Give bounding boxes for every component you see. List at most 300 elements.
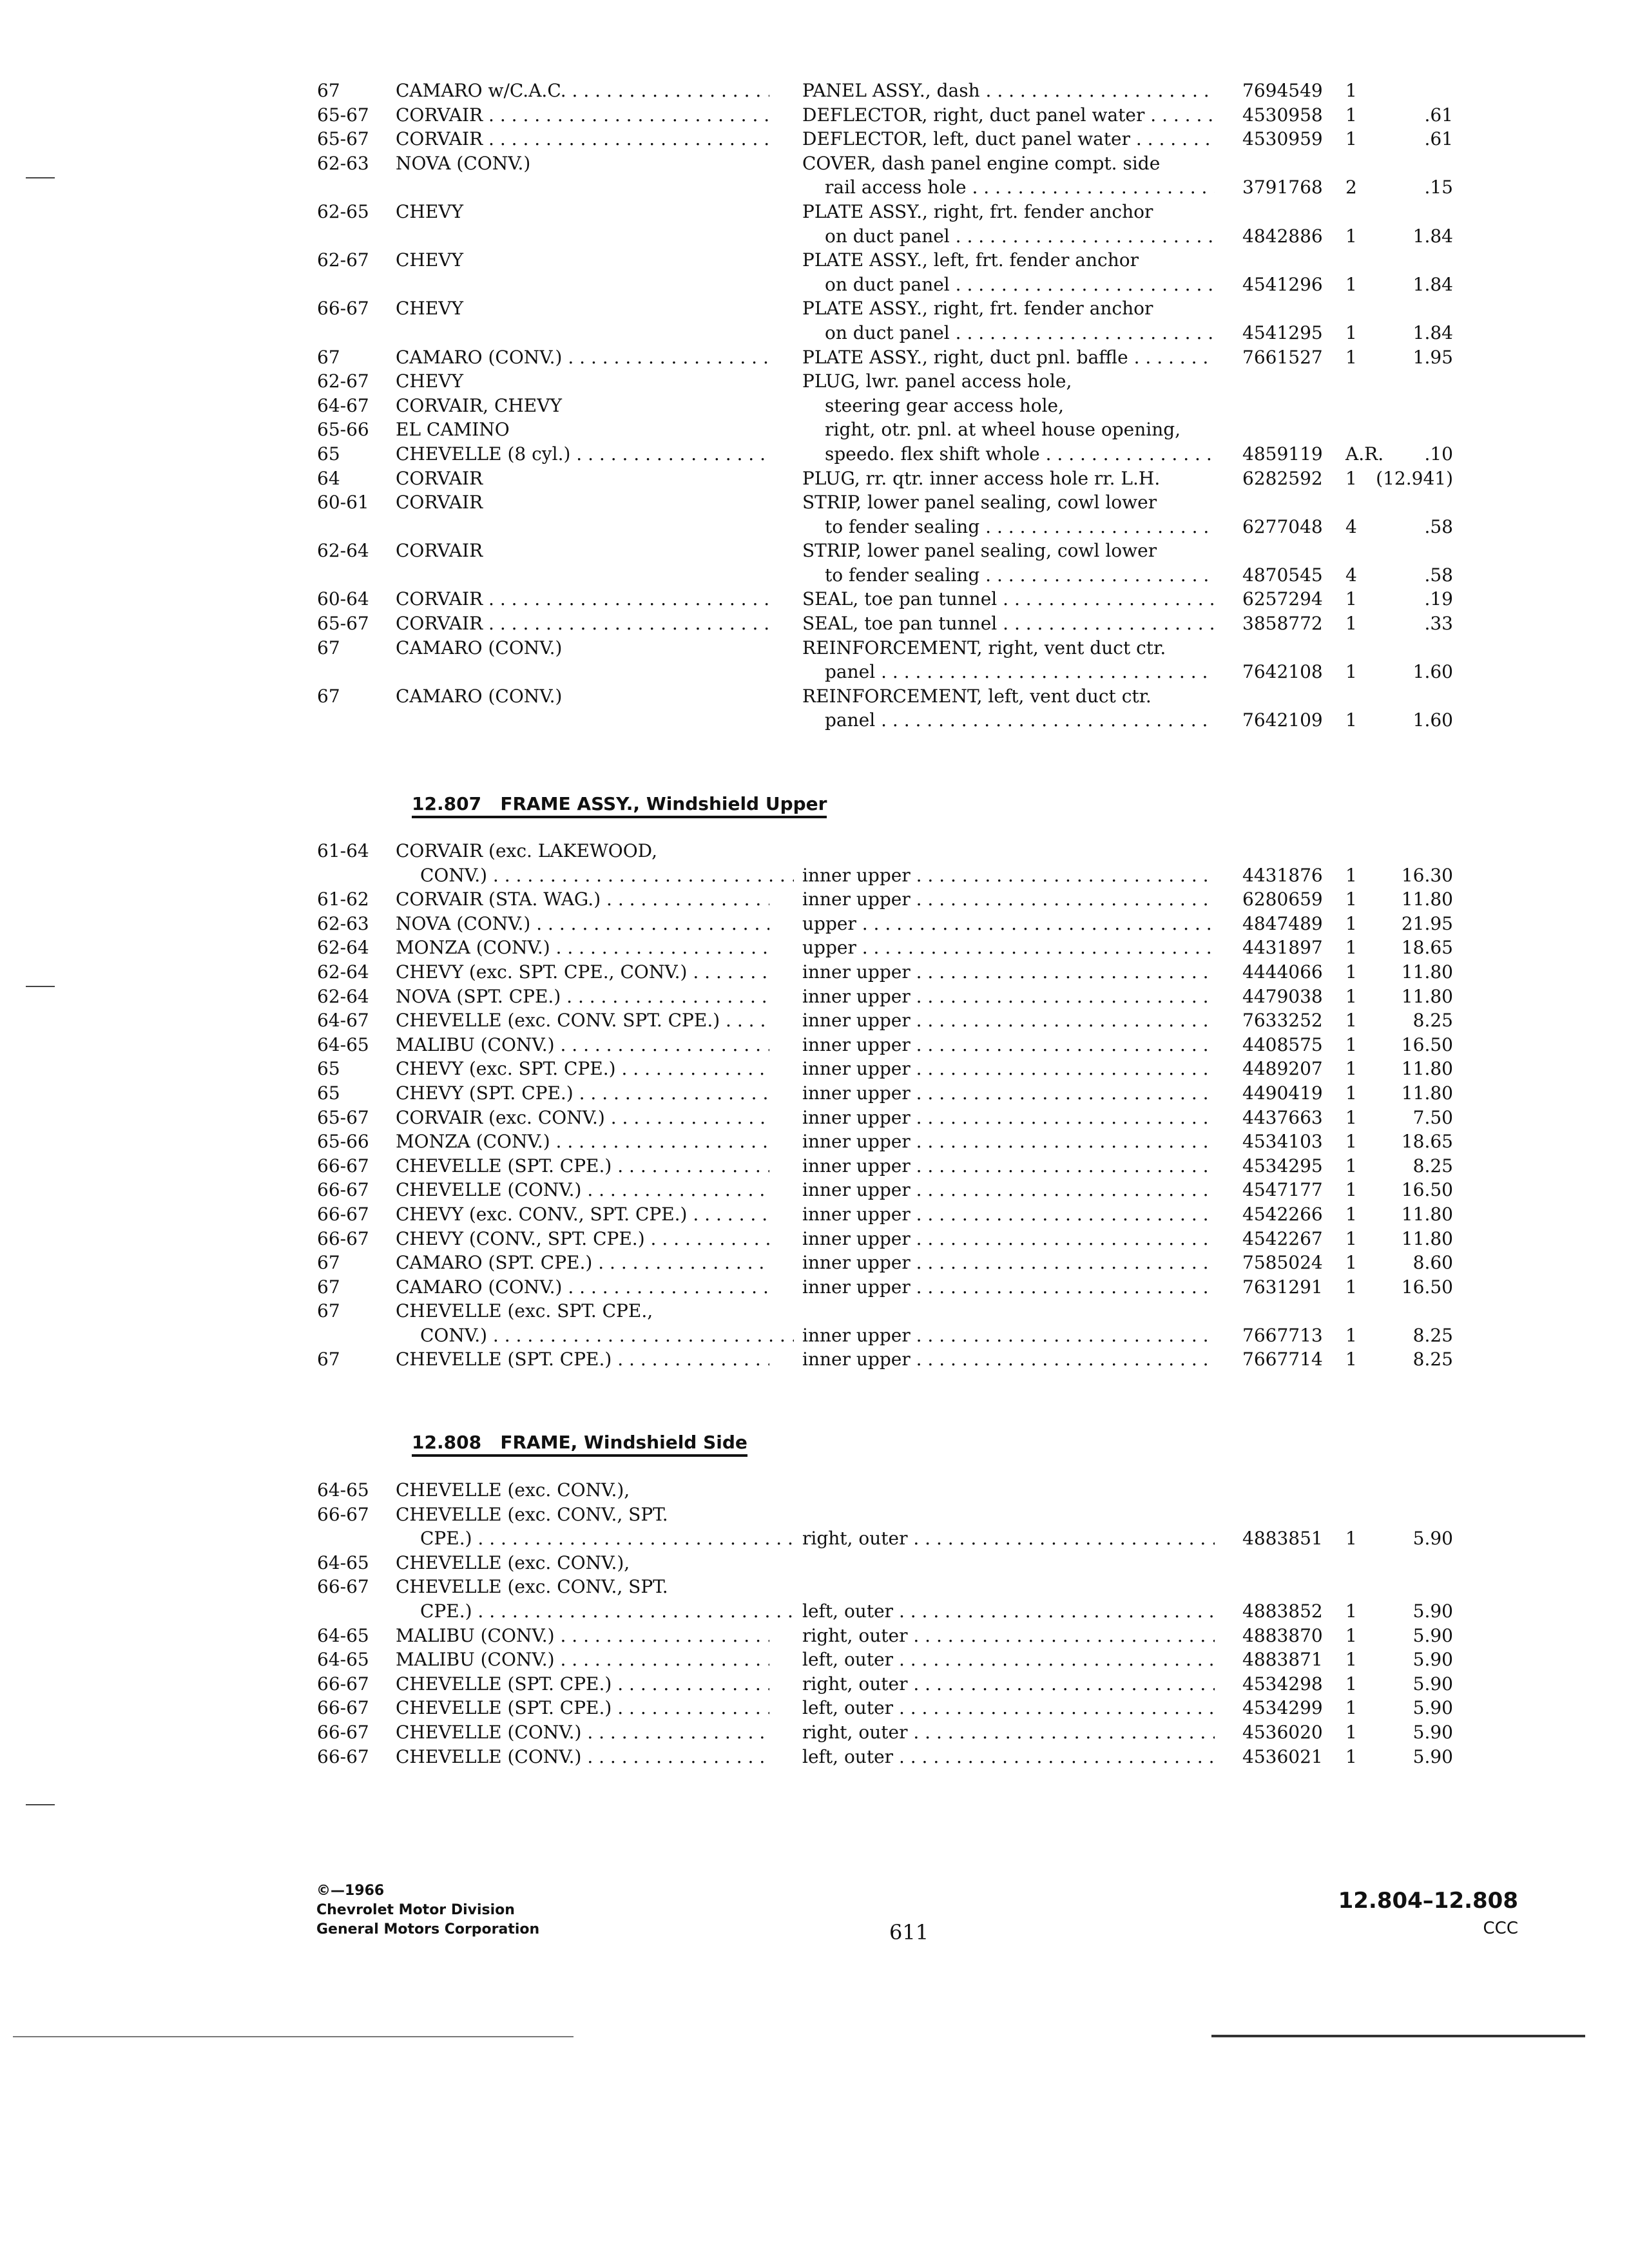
- model-name: CHEVELLE (8 cyl.) . . .: [396, 442, 769, 466]
- table-row: [0, 1526, 1629, 1551]
- model-years: 66-67: [317, 1745, 369, 1767]
- part-number: 4431897: [1242, 937, 1323, 959]
- quantity: 1: [1345, 128, 1357, 150]
- table-row: [0, 660, 1629, 684]
- table-row: [0, 1347, 1629, 1372]
- price: 8.25: [1412, 1155, 1453, 1177]
- part-number: 4437663: [1242, 1106, 1323, 1128]
- part-number: 4870545: [1242, 564, 1323, 586]
- price: 5.90: [1412, 1721, 1453, 1743]
- price: 16.50: [1401, 1179, 1453, 1201]
- part-number: 4883871: [1242, 1649, 1323, 1671]
- part-number: 4408575: [1242, 1033, 1323, 1055]
- table-row: [0, 345, 1629, 370]
- model-name: CHEVY: [396, 249, 463, 271]
- scan-edge-line: [1211, 2035, 1585, 2037]
- model-years: 62-64: [317, 540, 369, 562]
- model-name: CORVAIR, CHEVY: [396, 394, 562, 416]
- model-name: CHEVELLE (exc. CONV. SPT. CPE.) . . .: [396, 1008, 769, 1033]
- model-years: 62-63: [317, 152, 369, 174]
- table-row: [0, 611, 1629, 636]
- model-name: CHEVY (exc. CONV., SPT. CPE.) . . .: [396, 1202, 769, 1227]
- model-years: 64-65: [317, 1624, 369, 1646]
- model-name: CHEVY: [396, 200, 463, 222]
- table-row: [0, 273, 1629, 297]
- model-name: CAMARO (CONV.): [396, 685, 563, 707]
- table-row: [0, 839, 1629, 863]
- quantity: 1: [1345, 1624, 1357, 1646]
- table-row: [0, 200, 1629, 224]
- table-row: [0, 1275, 1629, 1300]
- part-number: 4541295: [1242, 322, 1323, 343]
- part-description: inner upper . . .: [802, 1202, 1215, 1227]
- part-description: right, outer . . .: [802, 1526, 1215, 1551]
- table-row: [0, 127, 1629, 151]
- model-years: 67: [317, 1300, 340, 1322]
- quantity: 1: [1345, 985, 1357, 1007]
- quantity: 1: [1345, 1349, 1357, 1370]
- part-description: REINFORCEMENT, left, vent duct ctr.: [802, 685, 1152, 707]
- model-name: CHEVELLE (exc. CONV.),: [396, 1552, 630, 1573]
- part-description: left, outer . . .: [802, 1599, 1215, 1624]
- price: 1.60: [1412, 661, 1453, 683]
- quantity: 1: [1345, 864, 1357, 886]
- part-description: left, outer . . .: [802, 1696, 1215, 1720]
- part-description: PLATE ASSY., left, frt. fender anchor: [802, 249, 1139, 271]
- table-row: [0, 1599, 1629, 1624]
- model-name: CHEVELLE (exc. CONV., SPT.: [396, 1503, 668, 1525]
- table-row: [0, 912, 1629, 936]
- model-years: 65-67: [317, 104, 369, 126]
- quantity: 1: [1345, 889, 1357, 910]
- table-row: [0, 515, 1629, 539]
- part-description: STRIP, lower panel sealing, cowl lower: [802, 492, 1157, 514]
- quantity: 1: [1345, 1106, 1357, 1128]
- model-years: 67: [317, 685, 340, 707]
- model-years: 66-67: [317, 1203, 369, 1225]
- price: 16.50: [1401, 1033, 1453, 1055]
- quantity: 1: [1345, 1649, 1357, 1671]
- table-row: [0, 1057, 1629, 1081]
- model-years: 65-66: [317, 1131, 369, 1153]
- model-years: 66-67: [317, 1503, 369, 1525]
- model-years: 67: [317, 1349, 340, 1370]
- section-heading-12-807: [412, 793, 827, 818]
- section-title: FRAME ASSY., Windshield Upper: [500, 793, 827, 814]
- part-description: upper . . .: [802, 936, 1215, 960]
- model-years: 64: [317, 467, 340, 489]
- part-number: 3858772: [1242, 613, 1323, 635]
- model-name: CHEVELLE (exc. CONV., SPT.: [396, 1576, 668, 1598]
- model-years: 65: [317, 1082, 340, 1104]
- quantity: 1: [1345, 1082, 1357, 1104]
- part-description: left, outer . . .: [802, 1648, 1215, 1672]
- model-name: CHEVELLE (exc. CONV.),: [396, 1479, 630, 1501]
- section-range: 12.804–12.808: [1338, 1888, 1518, 1914]
- model-years: 62-63: [317, 912, 369, 934]
- quantity: 1: [1345, 1155, 1357, 1177]
- price: 8.25: [1412, 1324, 1453, 1346]
- model-years: 64-65: [317, 1552, 369, 1573]
- price: (12.941): [1376, 467, 1453, 489]
- quantity: 1: [1345, 588, 1357, 610]
- model-years: 64-65: [317, 1479, 369, 1501]
- price: 16.30: [1401, 864, 1453, 886]
- model-name: MALIBU (CONV.) . . .: [396, 1648, 769, 1672]
- model-name: CORVAIR: [396, 540, 483, 562]
- model-name: CORVAIR (exc. CONV.) . . .: [396, 1106, 769, 1130]
- table-row: [0, 418, 1629, 442]
- price: .58: [1424, 515, 1453, 537]
- price: 11.80: [1401, 1203, 1453, 1225]
- part-number: 4842886: [1242, 225, 1323, 247]
- quantity: 1: [1345, 912, 1357, 934]
- part-number: 4542266: [1242, 1203, 1323, 1225]
- part-description: steering gear access hole,: [825, 394, 1065, 416]
- model-name: CHEVELLE (CONV.) . . .: [396, 1745, 769, 1769]
- price: .61: [1424, 104, 1453, 126]
- part-description: right, outer . . .: [802, 1672, 1215, 1696]
- quantity: 1: [1345, 1058, 1357, 1080]
- part-number: 7633252: [1242, 1010, 1323, 1032]
- part-number: 4489207: [1242, 1058, 1323, 1080]
- part-description: rail access hole . . .: [825, 175, 1215, 200]
- model-name: CAMARO (CONV.) . . .: [396, 1275, 769, 1300]
- price: 8.25: [1412, 1010, 1453, 1032]
- table-row: [0, 587, 1629, 611]
- catalog-code: CCC: [1483, 1919, 1518, 1938]
- quantity: 2: [1345, 177, 1357, 198]
- table-row: [0, 1202, 1629, 1227]
- price: 5.90: [1412, 1624, 1453, 1646]
- model-name: CORVAIR . . .: [396, 587, 769, 611]
- model-name: CORVAIR: [396, 467, 483, 489]
- part-description: PLATE ASSY., right, duct pnl. baffle . . .: [802, 345, 1215, 370]
- model-name: MONZA (CONV.) . . .: [396, 1129, 769, 1154]
- part-description: left, outer . . .: [802, 1745, 1215, 1769]
- table-row: [0, 1251, 1629, 1275]
- part-number: 6282592: [1242, 467, 1323, 489]
- model-years: 62-67: [317, 249, 369, 271]
- model-years: 67: [317, 637, 340, 658]
- table-row: [0, 1648, 1629, 1672]
- part-description: PLUG, lwr. panel access hole,: [802, 370, 1072, 392]
- price: 1.95: [1412, 346, 1453, 368]
- price: 11.80: [1401, 889, 1453, 910]
- parts-table-continued: [0, 79, 1629, 733]
- margin-mark: [26, 986, 55, 987]
- table-row: [0, 175, 1629, 200]
- part-number: 4534295: [1242, 1155, 1323, 1177]
- price: 5.90: [1412, 1600, 1453, 1622]
- model-years: 67: [317, 80, 340, 101]
- part-description: inner upper . . .: [802, 1227, 1215, 1251]
- model-years: 64-67: [317, 394, 369, 416]
- part-description: inner upper . . .: [802, 1275, 1215, 1300]
- table-row: [0, 563, 1629, 588]
- model-years: 66-67: [317, 1697, 369, 1719]
- table-row: [0, 369, 1629, 394]
- quantity: 1: [1345, 322, 1357, 343]
- part-number: 4530959: [1242, 128, 1323, 150]
- table-row: [0, 442, 1629, 466]
- part-description: upper . . .: [802, 912, 1215, 936]
- table-row: [0, 1227, 1629, 1251]
- price: 11.80: [1401, 1058, 1453, 1080]
- price: 5.90: [1412, 1673, 1453, 1695]
- model-name: CHEVY: [396, 370, 463, 392]
- price: .33: [1424, 613, 1453, 635]
- model-name: CHEVELLE (SPT. CPE.) . . .: [396, 1696, 769, 1720]
- part-number: 4547177: [1242, 1179, 1323, 1201]
- quantity: 1: [1345, 937, 1357, 959]
- quantity: 1: [1345, 1010, 1357, 1032]
- quantity: 1: [1345, 961, 1357, 983]
- table-row: [0, 1008, 1629, 1033]
- table-row: [0, 1745, 1629, 1769]
- section-heading-12-808: [412, 1432, 747, 1457]
- price: 11.80: [1401, 1082, 1453, 1104]
- model-name: CORVAIR: [396, 492, 483, 514]
- table-row: [0, 985, 1629, 1009]
- table-row: [0, 1106, 1629, 1130]
- price: .58: [1424, 564, 1453, 586]
- table-row: [0, 79, 1629, 103]
- model-name: CHEVELLE (SPT. CPE.) . . .: [396, 1347, 769, 1372]
- part-number: 6257294: [1242, 588, 1323, 610]
- part-description: inner upper . . .: [802, 1057, 1215, 1081]
- part-number: 4859119: [1242, 443, 1323, 465]
- quantity: 1: [1345, 80, 1357, 101]
- model-years: 62-67: [317, 370, 369, 392]
- table-row: [0, 1178, 1629, 1202]
- part-description: right, otr. pnl. at wheel house opening,: [825, 419, 1181, 441]
- part-number: 4536020: [1242, 1721, 1323, 1743]
- part-description: inner upper . . .: [802, 1178, 1215, 1202]
- part-number: 4534298: [1242, 1673, 1323, 1695]
- part-number: 7642109: [1242, 709, 1323, 731]
- table-row: [0, 1672, 1629, 1696]
- model-years: 66-67: [317, 298, 369, 320]
- part-number: 4847489: [1242, 912, 1323, 934]
- part-description: DEFLECTOR, left, duct panel water . . .: [802, 127, 1215, 151]
- model-name: CAMARO (CONV.) . . .: [396, 345, 769, 370]
- division: Chevrolet Motor Division: [316, 1902, 515, 1918]
- model-name: CONV.) . . .: [420, 863, 794, 888]
- model-name: CAMARO w/C.A.C. . . .: [396, 79, 769, 103]
- table-row: [0, 863, 1629, 888]
- price: 11.80: [1401, 961, 1453, 983]
- table-row: [0, 1503, 1629, 1527]
- table-row: [0, 1575, 1629, 1599]
- parts-table-12-807: [0, 839, 1629, 1372]
- table-row: [0, 394, 1629, 418]
- part-number: 4444066: [1242, 961, 1323, 983]
- part-number: 4534299: [1242, 1697, 1323, 1719]
- model-name: EL CAMINO: [396, 419, 510, 441]
- table-row: [0, 1033, 1629, 1057]
- quantity: 1: [1345, 661, 1357, 683]
- quantity: 1: [1345, 1131, 1357, 1153]
- part-number: 4431876: [1242, 864, 1323, 886]
- table-row: [0, 1624, 1629, 1648]
- quantity: 1: [1345, 709, 1357, 731]
- quantity: 1: [1345, 1324, 1357, 1346]
- price: .19: [1424, 588, 1453, 610]
- table-row: [0, 1081, 1629, 1106]
- part-number: 7642108: [1242, 661, 1323, 683]
- part-number: 4542267: [1242, 1227, 1323, 1249]
- price: 8.60: [1412, 1252, 1453, 1274]
- model-name: CHEVY (exc. SPT. CPE.) . . .: [396, 1057, 769, 1081]
- model-name: CORVAIR . . .: [396, 611, 769, 636]
- quantity: 4: [1345, 515, 1357, 537]
- quantity: 1: [1345, 1600, 1357, 1622]
- table-row: [0, 539, 1629, 563]
- part-number: 4883870: [1242, 1624, 1323, 1646]
- quantity: 1: [1345, 225, 1357, 247]
- quantity: 1: [1345, 1276, 1357, 1298]
- table-row: [0, 321, 1629, 345]
- model-years: 64-67: [317, 1010, 369, 1032]
- table-row: [0, 103, 1629, 128]
- part-number: 6280659: [1242, 889, 1323, 910]
- part-description: right, outer . . .: [802, 1624, 1215, 1648]
- price: 21.95: [1401, 912, 1453, 934]
- part-number: 7631291: [1242, 1276, 1323, 1298]
- model-years: 66-67: [317, 1227, 369, 1249]
- part-description: COVER, dash panel engine compt. side: [802, 152, 1161, 174]
- part-number: 4541296: [1242, 273, 1323, 295]
- quantity: 1: [1345, 273, 1357, 295]
- model-name: CORVAIR (exc. LAKEWOOD,: [396, 840, 658, 861]
- part-number: 4883852: [1242, 1600, 1323, 1622]
- part-description: inner upper . . .: [802, 887, 1215, 912]
- model-name: CAMARO (CONV.): [396, 637, 563, 658]
- part-description: inner upper . . .: [802, 985, 1215, 1009]
- part-description: inner upper . . .: [802, 1033, 1215, 1057]
- price: 5.90: [1412, 1745, 1453, 1767]
- quantity: 1: [1345, 1528, 1357, 1550]
- model-years: 66-67: [317, 1179, 369, 1201]
- table-row: [0, 490, 1629, 515]
- model-name: CHEVELLE (CONV.) . . .: [396, 1178, 769, 1202]
- price: 1.84: [1412, 225, 1453, 247]
- part-number: 4530958: [1242, 104, 1323, 126]
- price: 11.80: [1401, 985, 1453, 1007]
- part-description: PLATE ASSY., right, frt. fender anchor: [802, 298, 1153, 320]
- part-description: to fender sealing . . .: [825, 515, 1215, 539]
- model-years: 65: [317, 443, 340, 465]
- part-number: 4479038: [1242, 985, 1323, 1007]
- model-years: 66-67: [317, 1673, 369, 1695]
- table-row: [0, 466, 1629, 491]
- quantity: 1: [1345, 1745, 1357, 1767]
- quantity: 1: [1345, 1203, 1357, 1225]
- quantity: 1: [1345, 1033, 1357, 1055]
- model-years: 62-64: [317, 961, 369, 983]
- model-years: 62-64: [317, 985, 369, 1007]
- part-number: 3791768: [1242, 177, 1323, 198]
- copyright: ©—1966: [316, 1883, 385, 1899]
- model-years: 65-67: [317, 128, 369, 150]
- part-number: 7694549: [1242, 80, 1323, 101]
- table-row: [0, 296, 1629, 321]
- part-number: 4883851: [1242, 1528, 1323, 1550]
- scan-edge-line: [13, 2036, 574, 2037]
- model-years: 64-65: [317, 1033, 369, 1055]
- table-row: [0, 1720, 1629, 1745]
- part-number: 7661527: [1242, 346, 1323, 368]
- part-description: on duct panel . . .: [825, 321, 1215, 345]
- part-number: 4534103: [1242, 1131, 1323, 1153]
- model-name: CPE.) . . .: [420, 1599, 794, 1624]
- quantity: 1: [1345, 1227, 1357, 1249]
- model-name: MONZA (CONV.) . . .: [396, 936, 769, 960]
- part-description: on duct panel . . .: [825, 273, 1215, 297]
- part-description: inner upper . . .: [802, 960, 1215, 985]
- table-row: [0, 1154, 1629, 1178]
- quantity: 4: [1345, 564, 1357, 586]
- part-description: to fender sealing . . .: [825, 563, 1215, 588]
- part-number: 4536021: [1242, 1745, 1323, 1767]
- margin-mark: [26, 177, 55, 178]
- table-row: [0, 960, 1629, 985]
- model-name: MALIBU (CONV.) . . .: [396, 1624, 769, 1648]
- table-row: [0, 1299, 1629, 1323]
- part-description: inner upper . . .: [802, 1347, 1215, 1372]
- model-years: 67: [317, 1276, 340, 1298]
- model-years: 65-66: [317, 419, 369, 441]
- model-years: 61-64: [317, 840, 369, 861]
- model-name: CHEVY (SPT. CPE.) . . .: [396, 1081, 769, 1106]
- table-row: [0, 248, 1629, 273]
- model-name: CONV.) . . .: [420, 1323, 794, 1348]
- price: 5.90: [1412, 1697, 1453, 1719]
- quantity: 1: [1345, 1179, 1357, 1201]
- table-row: [0, 1551, 1629, 1575]
- price: 1.84: [1412, 273, 1453, 295]
- part-description: on duct panel . . .: [825, 224, 1215, 249]
- model-years: 65-67: [317, 1106, 369, 1128]
- model-years: 66-67: [317, 1155, 369, 1177]
- part-number: 4490419: [1242, 1082, 1323, 1104]
- quantity: A.R.: [1345, 443, 1384, 465]
- price: 11.80: [1401, 1227, 1453, 1249]
- table-row: [0, 1129, 1629, 1154]
- price: 18.65: [1401, 1131, 1453, 1153]
- model-name: CHEVELLE (SPT. CPE.) . . .: [396, 1154, 769, 1178]
- price: .61: [1424, 128, 1453, 150]
- model-years: 65: [317, 1058, 340, 1080]
- page-number: 611: [889, 1920, 929, 1945]
- part-number: 7667713: [1242, 1324, 1323, 1346]
- model-years: 60-64: [317, 588, 369, 610]
- table-row: [0, 887, 1629, 912]
- part-description: inner upper . . .: [802, 1129, 1215, 1154]
- table-row: [0, 684, 1629, 709]
- model-name: CHEVY (CONV., SPT. CPE.) . . .: [396, 1227, 769, 1251]
- model-name: NOVA (CONV.) . . .: [396, 912, 769, 936]
- parts-table-12-808: [0, 1478, 1629, 1769]
- part-description: PLUG, rr. qtr. inner access hole rr. L.H.: [802, 467, 1161, 489]
- section-title: FRAME, Windshield Side: [500, 1432, 747, 1453]
- part-description: DEFLECTOR, right, duct panel water . . .: [802, 103, 1215, 128]
- table-row: [0, 1478, 1629, 1503]
- model-years: 65-67: [317, 613, 369, 635]
- publisher-block: [316, 1881, 539, 1939]
- table-row: [0, 1696, 1629, 1720]
